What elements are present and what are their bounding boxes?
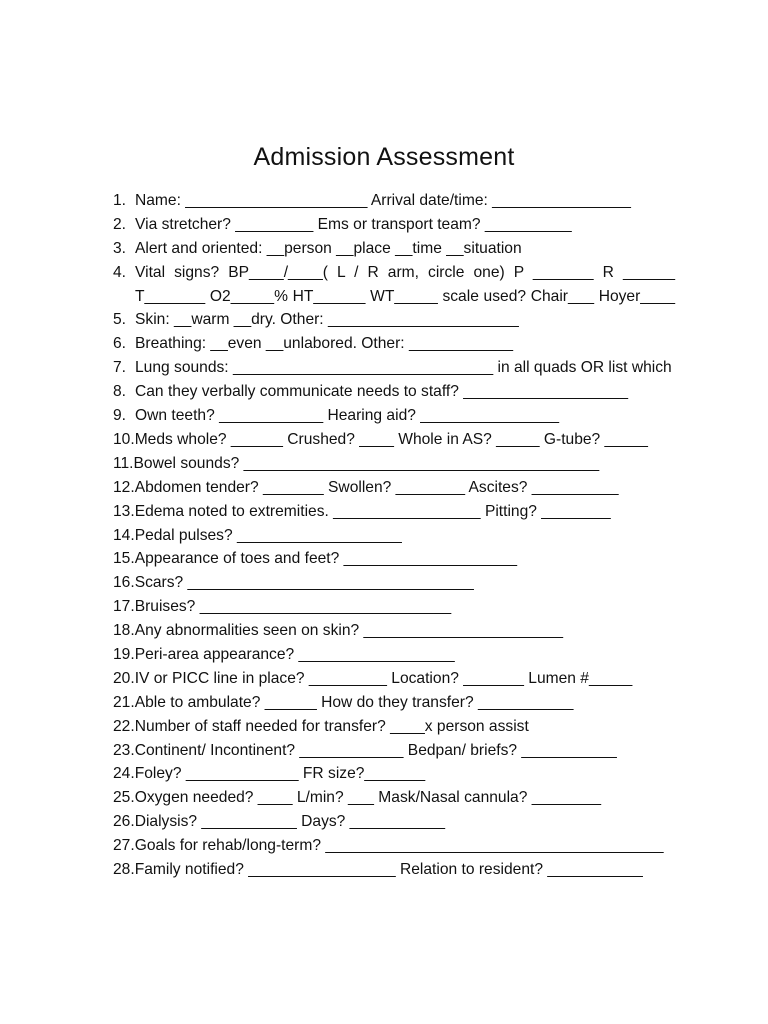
list-item	[113, 691, 688, 715]
item-text: Family notified? _________________ Relation to resident? ___________	[134, 860, 643, 878]
list-item	[113, 261, 688, 309]
item-number: 15.	[113, 550, 135, 568]
list-item	[113, 571, 688, 595]
item-text: Alert and oriented: __person __place __time __situation	[135, 239, 522, 257]
list-item	[113, 308, 688, 332]
item-text: Oxygen needed? ____ L/min? ___ Mask/Nasal cannula? ________	[134, 789, 602, 807]
list-item	[113, 595, 688, 619]
item-text: Breathing: __even __unlabored. Other: ____________	[135, 335, 514, 353]
list-item	[113, 667, 688, 691]
item-text-line: T_______ O2_____% HT______ WT_____ scale used? Chair___ Hoyer____	[135, 287, 675, 305]
item-text: Scars? _________________________________	[134, 574, 474, 592]
list-item	[113, 237, 688, 261]
list-item	[113, 810, 688, 834]
list-item	[113, 380, 688, 404]
list-item	[113, 715, 688, 739]
list-item	[113, 643, 688, 667]
item-text: Can they verbally communicate needs to staff? ___________________	[135, 383, 628, 401]
item-text: Pedal pulses? ___________________	[134, 526, 402, 544]
item-number: 11.	[113, 454, 134, 472]
document-title: Admission Assessment	[253, 143, 515, 171]
list-item	[113, 189, 688, 213]
item-text: Any abnormalities seen on skin? _______________________	[134, 622, 563, 640]
item-number: 6.	[113, 335, 127, 353]
item-text: Name: _____________________ Arrival date/time: ________________	[135, 192, 631, 209]
item-text: Bowel sounds? _________________________________________	[133, 454, 600, 472]
list-item	[113, 404, 688, 428]
item-text: Lung sounds: ______________________________ in all quads OR list which	[135, 359, 672, 377]
item-number: 22.	[113, 717, 135, 735]
item-number: 8.	[113, 383, 127, 401]
item-text: Meds whole? ______ Crushed? ____ Whole in AS? _____ G-tube? _____	[134, 430, 648, 448]
item-number: 25.	[113, 789, 135, 807]
list-item	[113, 524, 688, 548]
item-text: Own teeth? ____________ Hearing aid? ________________	[135, 407, 560, 425]
list-item	[113, 834, 688, 858]
item-text: Dialysis? ___________ Days? ___________	[134, 813, 446, 831]
item-number: 4.	[113, 263, 127, 281]
list-item	[113, 428, 688, 452]
item-text: IV or PICC line in place? _________ Location? _______ Lumen #_____	[134, 669, 633, 687]
assessment-list	[113, 189, 688, 882]
list-item	[113, 858, 688, 882]
item-text: Number of staff needed for transfer? ____x person assist	[134, 717, 529, 735]
list-item	[113, 619, 688, 643]
item-number: 9.	[113, 407, 127, 425]
item-text: Appearance of toes and feet? ____________________	[134, 550, 518, 568]
item-text: Continent/ Incontinent? ____________ Bedpan/ briefs? ___________	[134, 741, 617, 759]
item-number: 24.	[113, 765, 135, 783]
list-item	[113, 332, 688, 356]
item-number: 18.	[113, 622, 135, 640]
item-number: 2.	[113, 215, 127, 233]
item-number: 12.	[113, 478, 135, 496]
item-text-line: Vital signs? BP____/____( L / R arm, circle one) P _______ R ______	[135, 263, 675, 281]
item-number: 27.	[113, 837, 135, 855]
list-item	[113, 786, 688, 810]
list-item	[113, 452, 688, 476]
list-item	[113, 500, 688, 524]
item-number: 14.	[113, 526, 135, 544]
item-text: Abdomen tender? _______ Swollen? ________ Ascites? __________	[134, 478, 619, 496]
item-text: Able to ambulate? ______ How do they transfer? ___________	[134, 693, 574, 711]
item-number: 28.	[113, 860, 135, 878]
item-text: Via stretcher? _________ Ems or transport team? __________	[135, 215, 572, 233]
item-number: 13.	[113, 502, 135, 520]
list-item	[113, 213, 688, 237]
list-item	[113, 476, 688, 500]
item-number: 17.	[113, 598, 135, 616]
list-item	[113, 356, 688, 380]
item-number: 21.	[113, 693, 135, 711]
item-text: Foley? _____________ FR size?_______	[134, 765, 426, 783]
list-item	[113, 762, 688, 786]
item-text	[135, 261, 675, 309]
item-number: 20.	[113, 669, 135, 687]
item-number: 10.	[113, 430, 135, 448]
item-number: 1.	[113, 192, 127, 209]
item-number: 3.	[113, 239, 127, 257]
list-item	[113, 547, 688, 571]
item-number: 5.	[113, 311, 127, 329]
item-text: Bruises? _____________________________	[134, 598, 452, 616]
item-text: Skin: __warm __dry. Other: ______________________	[135, 311, 519, 329]
item-number: 19.	[113, 645, 135, 663]
item-text: Goals for rehab/long-term? _______________________________________	[134, 837, 664, 855]
item-number: 16.	[113, 574, 135, 592]
item-text: Edema noted to extremities. _________________ Pitting? ________	[134, 502, 611, 520]
item-number: 23.	[113, 741, 135, 759]
list-item	[113, 739, 688, 763]
item-text: Peri-area appearance? __________________	[134, 645, 455, 663]
item-number: 7.	[113, 359, 127, 377]
item-number: 26.	[113, 813, 135, 831]
